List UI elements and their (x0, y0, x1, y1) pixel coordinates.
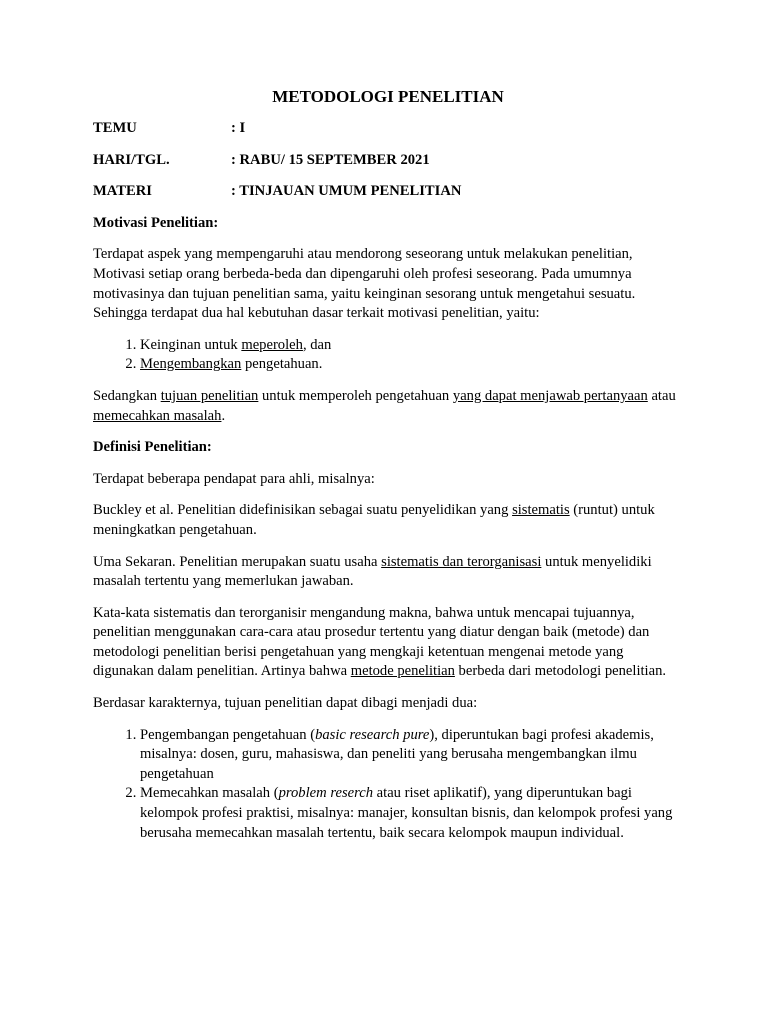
text-span: . (221, 407, 226, 424)
text-span: untuk menyelidiki masalah tertentu yang memerlukan jawaban. (93, 553, 652, 590)
paragraph-berdasar: Berdasar karakternya, tujuan penelitian dapat dibagi menjadi dua: (93, 695, 478, 712)
list-item (140, 355, 683, 375)
underlined-text: metode penelitian (350, 663, 455, 680)
italic-text: basic research pure (315, 726, 430, 743)
meta-key: TEMU (93, 120, 137, 136)
section-heading-motivasi: Motivasi Penelitian: (93, 214, 219, 231)
meta-key: MATERI (93, 183, 152, 200)
text-span: berbeda dari metodologi penelitian. (454, 663, 667, 680)
text-span: Pengembangan pengetahuan ( (140, 726, 316, 743)
document-page (93, 86, 683, 855)
meta-row-hari-tgl (93, 151, 683, 171)
paragraph-intro: Terdapat beberapa pendapat para ahli, misalnya: (93, 470, 375, 487)
text-span: Buckley et al. Penelitian didefinisikan sebagai suatu penyelidikan yang (93, 502, 513, 519)
text-span: (runtut) untuk meningkatkan pengetahuan. (93, 502, 655, 538)
underlined-text: Mengembangkan (140, 356, 242, 373)
list-item (140, 336, 683, 356)
section-heading-definisi: Definisi Penelitian: (93, 439, 212, 456)
text-span: , dan (302, 336, 332, 353)
underlined-text: memecahkan masalah (93, 407, 222, 424)
text-span: pengetahuan. (241, 356, 323, 373)
meta-value: : RABU/ 15 SEPTEMBER 2021 (231, 151, 430, 168)
document-title: METODOLOGI PENELITIAN (272, 87, 504, 106)
text-span: Uma Sekaran. Penelitian merupakan suatu usaha (93, 553, 382, 570)
underlined-text: tujuan penelitian (160, 387, 259, 404)
list-kebutuhan-dasar (93, 336, 683, 375)
paragraph-tujuan (93, 387, 683, 426)
list-item (140, 726, 683, 785)
meta-key: HARI/TGL. (93, 151, 170, 168)
meta-value: : TINJAUAN UMUM PENELITIAN (231, 183, 462, 200)
underlined-text: sistematis dan terorganisasi (381, 553, 542, 570)
text-span: Sedangkan (93, 387, 161, 404)
list-item (140, 784, 683, 843)
text-span: ), diperuntukan bagi profesi akademis, misalnya: dosen, guru, mahasiswa, dan peneliti yang berusaha mengembangkan ilmu pengetahuan (140, 726, 654, 782)
paragraph-kata-kata (93, 604, 683, 682)
text-span: Kata-kata sistematis dan terorganisir mengandung makna, bahwa untuk mencapai tujuannya, penelitian menggunakan cara-cara atau prosedur tertentu yang diatur dengan baik (metode) dan metodologi penelitian berisi pengetahuan yang mengkaji ketentuan mengenai metode yang digunakan dalam penelitian. Artinya bahwa (93, 604, 650, 680)
text-span: Memecahkan masalah ( (140, 785, 279, 802)
paragraph-buckley (93, 501, 683, 540)
meta-row-materi (93, 182, 683, 202)
paragraph-uma-sekaran (93, 553, 683, 592)
text-span: Keinginan untuk (140, 336, 242, 353)
meta-value: : I (231, 120, 246, 136)
text-span: atau riset aplikatif), yang diperuntukan bagi kelompok profesi praktisi, misalnya: manajer, konsultan bisnis, dan kelompok profesi yang berusaha memecahkan masalah tertentu, baik secara kelompok maupun individual. (140, 785, 673, 841)
text-span: atau (647, 387, 676, 404)
meta-row-temu (93, 119, 683, 139)
paragraph-motivasi: Terdapat aspek yang mempengaruhi atau mendorong seseorang untuk melakukan penelitian, Motivasi setiap orang berbeda-beda dan dipengaruhi oleh profesi seseorang. Pada umumnya motivasinya dan tujuan penelitian sama, yaitu keinginan sesorang untuk mengetahui sesuatu. Sehingga terdapat dua hal kebutuhan dasar terkait motivasi penelitian, yaitu: (93, 246, 636, 322)
underlined-text: sistematis (512, 502, 570, 519)
list-tujuan-penelitian (93, 726, 683, 844)
underlined-text: yang dapat menjawab pertanyaan (452, 387, 648, 404)
text-span: untuk memperoleh pengetahuan (258, 387, 453, 404)
underlined-text: meperoleh (241, 336, 303, 353)
italic-text: problem reserch (278, 785, 374, 802)
